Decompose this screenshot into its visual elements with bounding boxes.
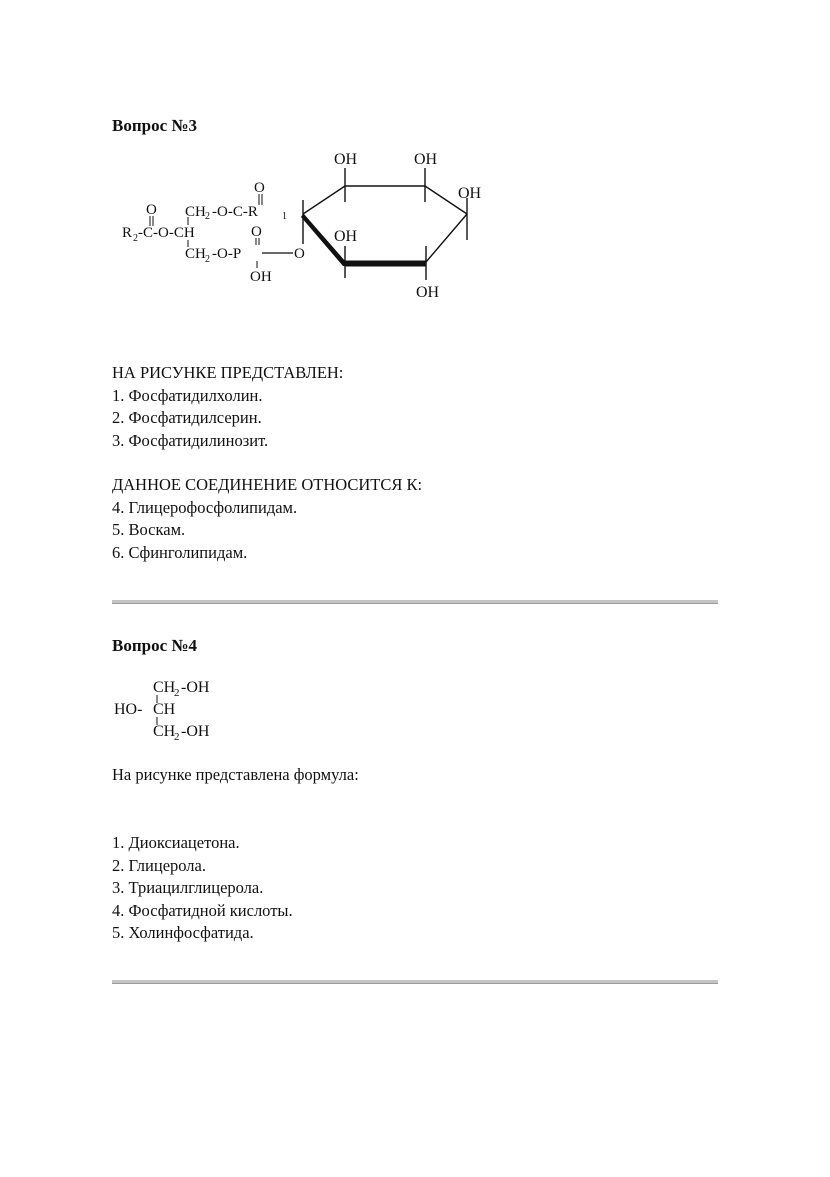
answer-option[interactable]: 3. Фосфатидилинозит. [112,430,269,450]
phosphate-o: O [251,224,262,240]
question-3-block-1 [112,362,343,452]
ester-carbonyl-o: O [254,180,265,196]
answer-option[interactable]: 2. Фосфатидилсерин. [112,408,262,427]
subscript: 2 [174,731,180,743]
question-3-title: Вопрос №3 [112,116,197,135]
subscript: 2 [205,211,210,222]
oh-label: OH [458,185,482,202]
bottom-rest: -O-P [212,246,242,262]
answer-option[interactable]: 1. Диоксиацетона. [112,833,240,852]
block-1-heading: НА РИСУНКЕ ПРЕДСТАВЛЕН: [112,363,344,382]
section-divider [112,980,718,984]
oh-label: OH [334,228,358,245]
block-2-heading: ДАННОЕ СОЕДИНЕНИЕ ОТНОСИТСЯ К: [112,475,423,494]
question-4-options [112,832,293,945]
bottom-ch2: CH [185,246,206,262]
oh-label: OH [334,151,358,168]
glycerol-line-3-rest: -OH [181,723,210,740]
glycerol-line-2-left: HO- [114,701,143,718]
glycerol-line-2-ch: CH [153,701,176,718]
oh-label: OH [416,284,440,301]
ester-left-carbonyl-o: O [146,202,157,218]
answer-option[interactable]: 5. Воскам. [112,520,186,539]
phosphate-oh: OH [250,269,272,285]
glycerol-line-1: CH [153,679,176,696]
ester-middle-r: R [122,225,133,241]
question-4-prompt: На рисунке представлена формула: [112,765,359,784]
answer-option[interactable]: 6. Сфинголипидам. [112,542,248,562]
phosphatidylinositol-structure [0,0,830,330]
subscript: 2 [174,687,180,699]
ring-oxygen: O [294,246,305,262]
subscript: 2 [133,233,138,244]
question-3-block-2 [112,474,422,564]
answer-option[interactable]: 3. Триацилглицерола. [112,878,264,897]
ester-top-rest: -O-C-R [212,204,258,220]
ester-middle-rest: -C-O-CH [138,225,195,241]
answer-option[interactable]: 4. Глицерофосфолипидам. [112,497,298,517]
question-4-title: Вопрос №4 [112,636,197,655]
oh-label: OH [414,151,438,168]
ring-bold-edge [301,214,426,266]
answer-option[interactable]: 5. Холинфосфатида. [112,923,254,942]
subscript: 1 [282,211,287,222]
ester-top-ch2: CH [185,204,206,220]
glycerol-structure [0,670,830,750]
answer-option[interactable]: 1. Фосфатидилхолин. [112,385,263,405]
answer-option[interactable]: 4. Фосфатидной кислоты. [112,900,293,920]
answer-option[interactable]: 2. Глицерола. [112,855,206,875]
section-divider [112,600,718,604]
subscript: 2 [205,254,210,265]
glycerol-line-3: CH [153,723,176,740]
glycerol-line-1-rest: -OH [181,679,210,696]
